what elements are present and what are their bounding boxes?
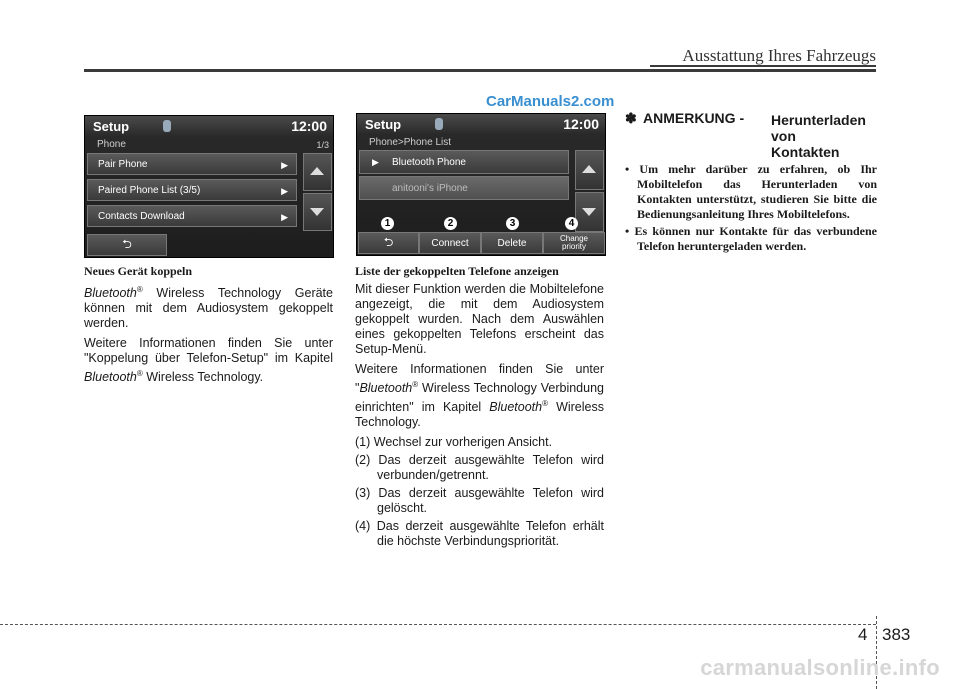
arrow-up-icon [582, 165, 596, 173]
col1-p2-start: Weitere Informationen finden Sie unter "Koppelung über Telefon-Setup" im Kapitel [84, 336, 333, 366]
screen2-topbar [357, 114, 605, 134]
screen1-clock: 12:00 [291, 118, 327, 134]
badge-2: 2 [444, 217, 457, 230]
col2-paragraph-1: Mit dieser Funktion werden die Mobiltelefone angezeigt, die mit dem Audiosystem gekoppelt wurden. Nach dem Auswählen eines gekoppelten Telefons erscheint das Setup-Menü. [355, 282, 604, 356]
list-item: (3) Das derzeit ausgewählte Telefon wird gelöscht. [355, 486, 604, 516]
registered-mark: ® [412, 380, 419, 389]
page-number: 383 [882, 625, 911, 644]
list-item: (4) Das derzeit ausgewählte Telefon erhält die höchste Verbindungspriorität. [355, 519, 604, 549]
col2-paragraph-2 [355, 362, 604, 430]
caption-pair-device: Neues Gerät koppeln [84, 264, 192, 278]
col1-paragraph-1 [84, 282, 333, 331]
brand-bluetooth: Bluetooth [359, 381, 413, 396]
caption-paired-list: Liste der gekoppelten Telefone anzeigen [355, 264, 559, 278]
column-2 [355, 264, 604, 552]
arrow-right-icon: ▶ [281, 186, 288, 196]
screen2-subtitle: Phone>Phone List [369, 137, 452, 148]
brand-bluetooth: Bluetooth [489, 400, 543, 415]
note-symbol: ✽ [625, 110, 637, 126]
screen1-title: Setup [93, 119, 130, 134]
iphone-item[interactable] [359, 176, 569, 200]
bluetooth-phone-item[interactable] [359, 150, 569, 174]
col1-body [84, 282, 333, 385]
paired-phone-list-button[interactable] [87, 179, 297, 201]
arrow-down-icon [310, 208, 324, 216]
note-item: • Um mehr darüber zu erfahren, ob Ihr Mobiltelefon das Herunterladen von Kontakten unterstützt, studieren Sie bitte die Bedienungsanleitung Ihres Mobiltelefons. [625, 162, 877, 221]
list-item: (2) Das derzeit ausgewählte Telefon wird verbunden/getrennt. [355, 453, 604, 483]
list-item: (1) Wechsel zur vorherigen Ansicht. [355, 435, 553, 450]
contacts-download-button[interactable] [87, 205, 297, 227]
col2-body [355, 282, 604, 430]
iphone-label: anitooni's iPhone [392, 182, 468, 194]
header-rule [84, 69, 876, 72]
watermark-top: CarManuals2.com [486, 93, 615, 110]
note-label: ANMERKUNG - [643, 110, 745, 126]
chapter-number: 4 [858, 625, 868, 644]
col2-p2-end: Wireless Technology. [355, 400, 604, 430]
col1-p2-end: Wireless Technology. [142, 370, 264, 385]
column-1 [84, 264, 333, 390]
pair-phone-label: Pair Phone [98, 158, 148, 170]
screen-phone-list [356, 113, 606, 256]
arrow-up-icon [310, 167, 324, 175]
pair-phone-button[interactable] [87, 153, 297, 175]
note-item: • Es können nur Kontakte für das verbundene Telefon heruntergeladen werden. [625, 224, 877, 253]
arrow-right-icon: ▶ [372, 157, 379, 167]
registered-mark: ® [542, 399, 548, 409]
badge-1: 1 [381, 217, 394, 230]
paired-phone-list-label: Paired Phone List (3/5) [98, 184, 201, 196]
screen2-title: Setup [365, 117, 402, 132]
scroll-down-button[interactable] [303, 193, 332, 231]
bluetooth-phone-label: Bluetooth Phone [392, 156, 466, 168]
brand-bluetooth: Bluetooth [84, 370, 137, 385]
note-heading [625, 110, 877, 162]
col2-p2-start: Weitere Informationen finden Sie unter " [355, 362, 604, 396]
screen1-subtitle: Phone [97, 139, 126, 150]
note-title-line-3: Kontakten [771, 144, 840, 160]
back-icon: ⮌ [122, 236, 132, 251]
contacts-download-label: Contacts Download [98, 210, 185, 222]
col1-paragraph-2 [84, 336, 333, 385]
back-button[interactable] [87, 234, 167, 256]
change-priority-label: Change priority [559, 234, 589, 251]
scroll-up-button[interactable] [575, 150, 604, 190]
header-rule-thin [650, 65, 876, 67]
registered-mark: ® [136, 369, 143, 379]
note-title-line-1: Herunterladen [771, 112, 866, 128]
watermark-bottom: carmanualsonline.info [700, 655, 940, 680]
screen2-clock: 12:00 [563, 116, 599, 132]
screen1-topbar [85, 116, 333, 136]
brand-bluetooth: Bluetooth [84, 286, 137, 301]
note-box [625, 110, 877, 256]
note-title-line-2: von [771, 128, 796, 144]
screen-phone-setup [84, 115, 334, 258]
screen1-page: 1/3 [316, 140, 329, 150]
delete-label: Delete [497, 237, 527, 249]
arrow-right-icon: ▶ [281, 212, 288, 222]
registered-mark: ® [136, 285, 143, 294]
back-icon: ⮌ [383, 234, 394, 249]
bluetooth-icon [163, 120, 171, 132]
col1-p1-text: Wireless Technology Geräte können mit dem Audiosystem gekoppelt werden. [84, 286, 333, 331]
arrow-right-icon: ▶ [281, 160, 288, 170]
badge-4: 4 [565, 217, 578, 230]
arrow-down-icon [582, 208, 596, 216]
change-priority-button[interactable] [543, 232, 605, 254]
running-header: Ausstattung Ihres Fahrzeugs [682, 46, 876, 65]
scroll-down-button[interactable] [575, 192, 604, 232]
connect-button[interactable] [419, 232, 481, 254]
delete-button[interactable] [481, 232, 543, 254]
badge-3: 3 [506, 217, 519, 230]
col2-p2-mid: Wireless Technology Verbindung einrichten" im Kapitel [355, 381, 604, 415]
footer-rule [0, 624, 876, 625]
scroll-up-button[interactable] [303, 153, 332, 191]
bluetooth-icon [435, 118, 443, 130]
back-button[interactable] [358, 232, 419, 254]
connect-label: Connect [431, 237, 469, 249]
